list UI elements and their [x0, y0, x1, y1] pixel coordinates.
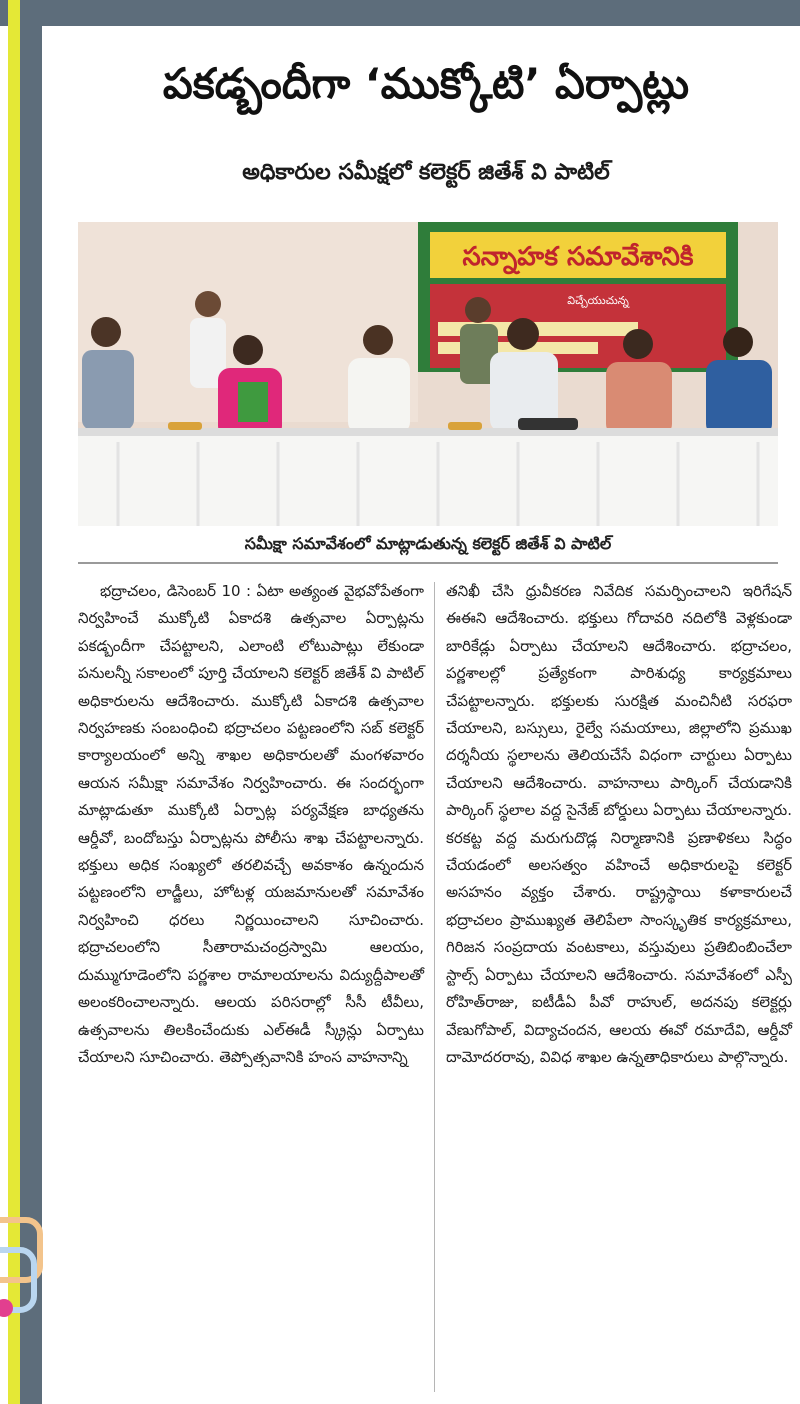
banner-subtitle: విచ్చేయుచున్న	[567, 294, 629, 307]
meeting-photo	[78, 222, 778, 526]
meeting-photo-illustration	[78, 222, 778, 526]
article-column-right	[446, 578, 792, 1071]
headline: పకడ్బందీగా ‘ముక్కోటి’ ఏర్పాట్లు	[162, 59, 690, 108]
subheadline: అధికారుల సమీక్షలో కలెక్టర్ జితేశ్ వి పాటిల్	[242, 160, 610, 185]
photo-caption: సమీక్షా సమావేశంలో మాట్లాడుతున్న కలెక్టర్ జితేశ్ వి పాటిల్	[244, 534, 612, 553]
banner-title: సన్నాహక సమావేశానికి	[462, 242, 694, 272]
article-paragraph: తనిఖీ చేసి ధ్రువీకరణ నివేదిక సమర్పించాలని ఇరిగేషన్ ఈఈని ఆదేశించారు. భక్తులు గోదావరి నదిలోకి వెళ్లకుండా బారికేడ్లు ఏర్పాటు చేయాలని ఆదేశించారు. భద్రాచలం, పర్ణశాలల్లో ప్రత్యేకంగా పారిశుధ్య కార్యక్రమాలు చేపట్టాలన్నారు. భక్తులకు సురక్షిత మంచినీటి సరఫరా చేయాలని, బస్సులు, రైల్వే సమయాలు, జిల్లాలోని ప్రముఖ దర్శనీయ స్థలాలను తెలియచేసే విధంగా చార్టులు ఏర్పాటు చేయాలని ఆదేశించారు. వాహనాలు పార్కింగ్ చేయడానికి పార్కింగ్ స్థలాల వద్ద సైనేజ్ బోర్డులు ఏర్పాటు చేయాలన్నారు. కరకట్ట వద్ద మరుగుదొడ్ల నిర్మాణానికి ప్రణాళికలు సిద్ధం చేయడంలో అలసత్వం వహించే అధికారులపై కలెక్టర్ అసహనం వ్యక్తం చేశారు. రాష్ట్రస్థాయి కళాకారులచే భద్రాచలం ప్రాముఖ్యత తెలిపేలా సాంస్కృతిక కార్యక్రమాలు, గిరిజన సంప్రదాయ వంటకాలు, వస్తువులు ప్రతిబింబించేలా స్టాల్స్ ఏర్పాటు చేయాలని ఆదేశించారు. సమావేశంలో ఎస్పీ రోహిత్‌రాజు, ఐటీడీఏ పీవో రాహుల్, అదనపు కలెక్టర్లు వేణుగోపాల్, విద్యాచందన, ఆలయ ఈవో రమాదేవి, ఆర్డీవో దామోదరరావు, వివిధ శాఖల ఉన్నతాధికారులు పాల్గొన్నారు.	[446, 582, 792, 1066]
page-border-top	[0, 0, 800, 26]
news-article	[62, 44, 790, 1394]
caption-divider	[78, 562, 778, 564]
meeting-table	[78, 418, 778, 526]
decorative-corner-icon	[0, 1180, 60, 1360]
article-column-left	[78, 578, 424, 1071]
article-paragraph: భద్రాచలం, డిసెంబర్ 10 : ఏటా అత్యంత వైభవోపేతంగా నిర్వహించే ముక్కోటి ఏకాదశి ఉత్సవాల ఏర్పాట్లను పకడ్బందీగా చేపట్టాలని, ఎలాంటి లోటుపాట్లు లేకుండా పనులన్నీ సకాలంలో పూర్తి చేయాలని కలెక్టర్ జితేశ్ వి పాటిల్ అధికారులను ఆదేశించారు. ముక్కోటి ఏకాదశి ఉత్సవాల నిర్వహణకు సంబంధించి భద్రాచలం పట్టణంలోని సబ్ కలెక్టర్ కార్యాలయంలో అన్ని శాఖల అధికారులతో మంగళవారం ఆయన సమీక్షా సమావేశం నిర్వహించారు. ఈ సందర్భంగా మాట్లాడుతూ ముక్కోటి ఏర్పాట్ల పర్యవేక్షణ బాధ్యతను ఆర్డీవో, బందోబస్తు ఏర్పాట్లను పోలీసు శాఖ చేపట్టాలన్నారు. భక్తులు అధిక సంఖ్యలో తరలివచ్చే అవకాశం ఉన్నందున పట్టణంలోని లాడ్జీలు, హోటళ్ల యజమానులతో సమావేశం నిర్వహించి ధరలు నిర్ణయించాలని సూచించారు. భద్రాచలంలోని సీతారామచంద్రస్వామి ఆలయం, దుమ్ముగూడెంలోని పర్ణశాల రామాలయాలను విద్యుద్దీపాలతో అలంకరించాలన్నారు. ఆలయ పరిసరాల్లో సీసీ టీవీలు, ఉత్సవాలను తిలకించేందుకు ఎల్ఈడీ స్క్రీన్లు ఏర్పాటు చేయాలని సూచించారు. తెప్పోత్సవానికి హంస వాహనాన్ని	[78, 582, 424, 1066]
column-divider	[434, 582, 435, 1392]
